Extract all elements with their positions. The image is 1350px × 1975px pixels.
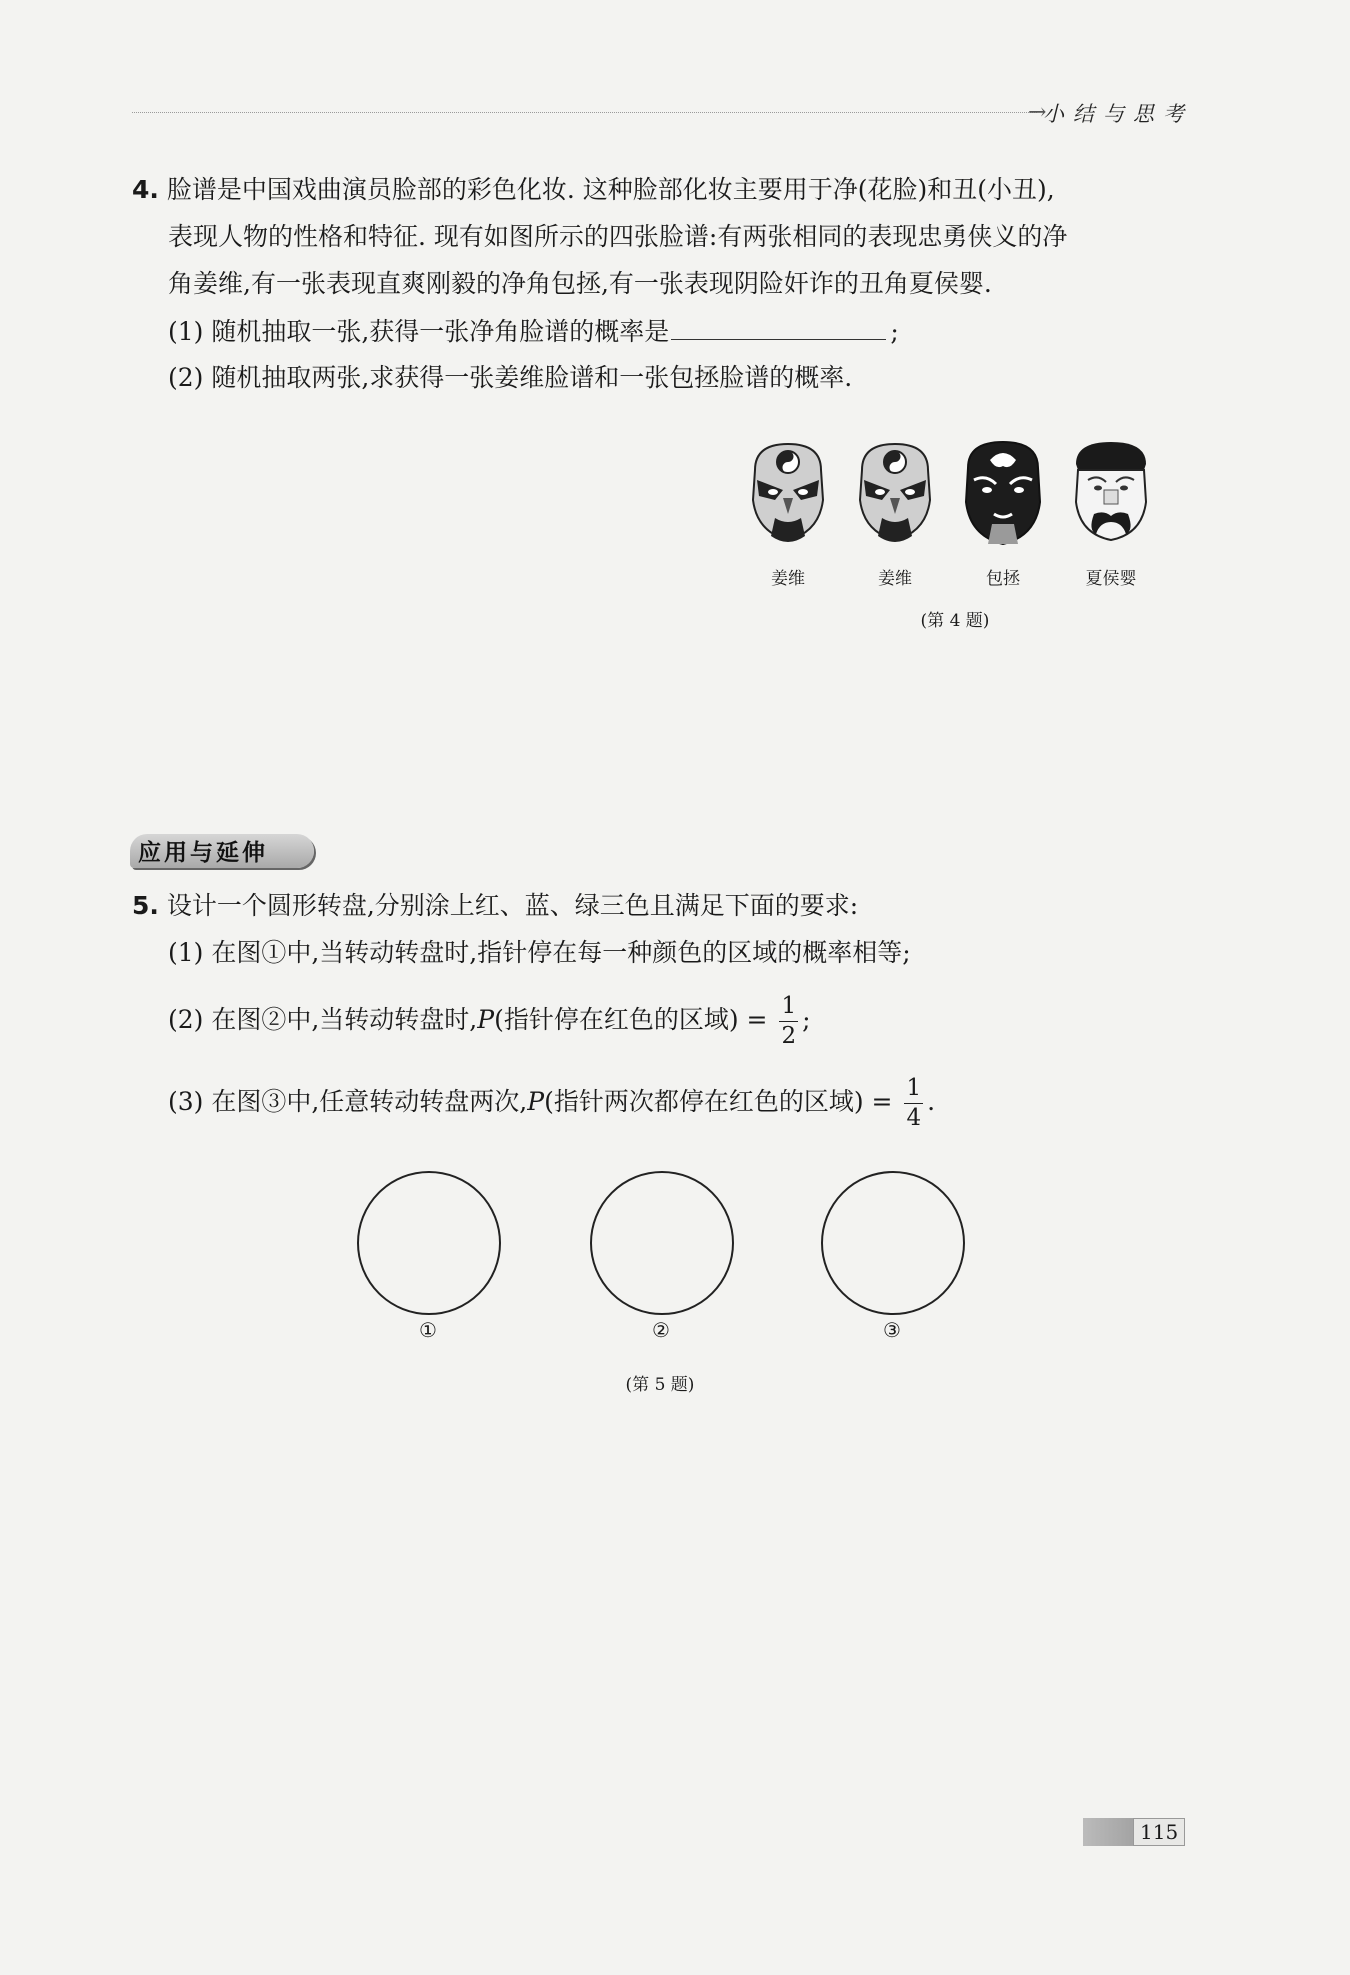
q5-sub3-p: P xyxy=(527,1087,545,1116)
q5-sub3-end: . xyxy=(927,1087,936,1116)
q5-sub2 xyxy=(168,988,811,1052)
q5-sub2-end: ; xyxy=(802,1005,811,1034)
q4-number: 4. xyxy=(132,175,159,204)
q5-sub2-mid: (指针停在红色的区域) = xyxy=(494,1005,768,1034)
q5-sub3-pre: (3) 在图③中,任意转动转盘两次, xyxy=(168,1087,528,1116)
q4-line1 xyxy=(132,172,1055,208)
q4-line3: 角姜维,有一张表现直爽刚毅的净角包拯,有一张表现阴险奸诈的丑角夏侯婴. xyxy=(168,269,992,298)
q4-caption: (第 4 题) xyxy=(920,611,990,631)
q4-line1-text: 脸谱是中国戏曲演员脸部的彩色化妆. 这种脸部化妆主要用于净(花脸)和丑(小丑), xyxy=(166,175,1055,204)
section-title: 应用与延伸 xyxy=(138,840,268,866)
q4-answer-blank[interactable] xyxy=(671,313,886,340)
mask-label: 包拯 xyxy=(986,569,1020,589)
header-arrow-icon: → xyxy=(1028,100,1047,125)
circle-label-2: ② xyxy=(652,1318,670,1342)
opera-mask-jiangwei-icon xyxy=(852,440,938,552)
q5-stem-text: 设计一个圆形转盘,分别涂上红、蓝、绿三色且满足下面的要求: xyxy=(166,891,859,920)
q5-sub1: (1) 在图①中,当转动转盘时,指针停在每一种颜色的区域的概率相等; xyxy=(168,938,911,967)
opera-mask-jiangwei-icon xyxy=(745,440,831,552)
q4-sub1 xyxy=(168,313,899,350)
fraction-denominator: 4 xyxy=(906,1105,922,1131)
circle-label-3: ③ xyxy=(883,1318,901,1342)
header-section-title: 小结与思考 xyxy=(1043,102,1193,126)
q5-number: 5. xyxy=(132,891,159,920)
opera-mask-xiahouying-icon xyxy=(1068,440,1154,552)
q5-sub3-mid: (指针两次都停在红色的区域) = xyxy=(544,1087,893,1116)
fraction-numerator: 1 xyxy=(904,1077,923,1104)
q5-sub3 xyxy=(168,1070,935,1134)
q5-caption: (第 5 题) xyxy=(625,1375,695,1395)
page-number: 115 xyxy=(1140,1820,1179,1844)
q4-sub1-text: (1) 随机抽取一张,获得一张净角脸谱的概率是 xyxy=(168,317,670,346)
mask-label: 夏侯婴 xyxy=(1085,569,1137,589)
spinner-circle-3 xyxy=(821,1171,965,1315)
spinner-circle-1 xyxy=(357,1171,501,1315)
header-dotted-line xyxy=(132,112,1037,113)
q5-sub2-pre: (2) 在图②中,当转动转盘时, xyxy=(168,1005,478,1034)
q4-sub1-end: ; xyxy=(890,317,899,346)
q4-line2: 表现人物的性格和特征. 现有如图所示的四张脸谱:有两张相同的表现忠勇侠义的净 xyxy=(168,222,1068,251)
fraction-denominator: 2 xyxy=(781,1023,797,1049)
spinner-circle-2 xyxy=(590,1171,734,1315)
q5-sub2-fraction xyxy=(779,995,798,1048)
circle-label-1: ① xyxy=(419,1318,437,1342)
q4-sub2: (2) 随机抽取两张,求获得一张姜维脸谱和一张包拯脸谱的概率. xyxy=(168,363,853,392)
q5-sub3-fraction xyxy=(904,1077,923,1130)
q5-sub2-p: P xyxy=(477,1005,495,1034)
mask-label: 姜维 xyxy=(771,569,805,589)
fraction-numerator: 1 xyxy=(779,995,798,1022)
opera-mask-baozheng-icon xyxy=(960,440,1046,552)
q5-stem xyxy=(132,888,858,924)
mask-label: 姜维 xyxy=(878,569,912,589)
